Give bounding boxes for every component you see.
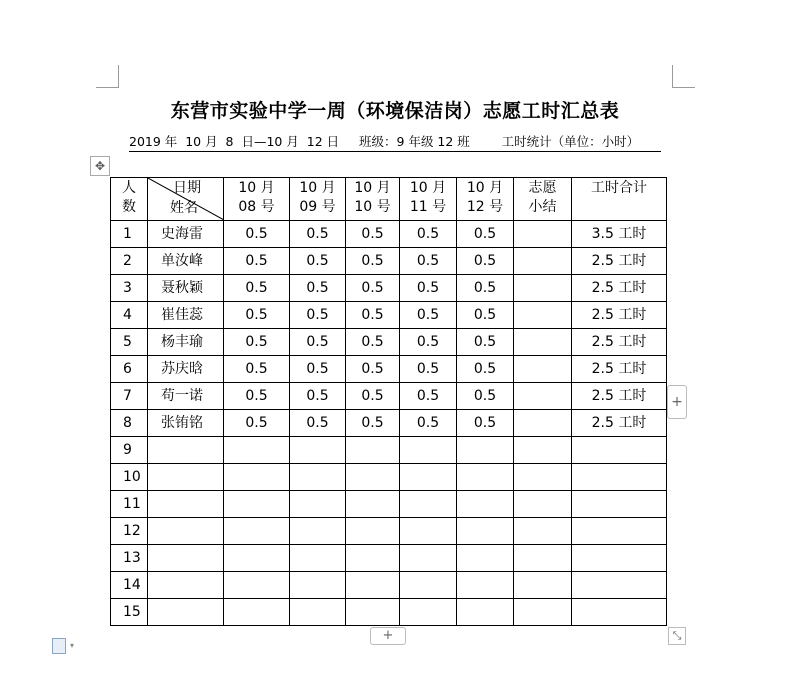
row-number-cell[interactable]: 2 bbox=[111, 248, 148, 275]
resize-icon: ⤡ bbox=[672, 629, 682, 642]
add-row-button[interactable] bbox=[667, 385, 687, 419]
row-day-3-cell[interactable]: 0.5 bbox=[346, 248, 400, 275]
row-day-4-cell[interactable]: 0.5 bbox=[400, 275, 457, 302]
row-number-cell[interactable]: 1 bbox=[111, 221, 148, 248]
row-day-5-cell[interactable] bbox=[457, 437, 514, 464]
row-day-2-cell[interactable]: 0.5 bbox=[290, 383, 346, 410]
row-number-cell[interactable]: 12 bbox=[111, 518, 148, 545]
row-name-cell[interactable]: 单汝峰 bbox=[148, 248, 224, 275]
table-row bbox=[111, 275, 667, 302]
header-summary[interactable]: 志愿 小结 bbox=[514, 178, 572, 221]
row-total-cell[interactable]: 2.5 工时 bbox=[572, 248, 667, 275]
row-day-3-cell[interactable]: 0.5 bbox=[346, 302, 400, 329]
header-diagonal-cell[interactable] bbox=[148, 178, 224, 221]
row-summary-cell[interactable] bbox=[514, 221, 572, 248]
table-move-handle[interactable] bbox=[90, 156, 110, 176]
page-corner-mark-right bbox=[672, 65, 695, 88]
move-icon: ✥ bbox=[94, 159, 106, 173]
row-day-5-cell[interactable]: 0.5 bbox=[457, 383, 514, 410]
row-day-5-cell[interactable] bbox=[457, 491, 514, 518]
row-name-cell[interactable]: 苟一诺 bbox=[148, 383, 224, 410]
row-day-4-cell[interactable]: 0.5 bbox=[400, 248, 457, 275]
table-resize-handle[interactable] bbox=[668, 627, 686, 645]
header-total[interactable]: 工时合计 bbox=[572, 178, 667, 221]
row-day-4-cell[interactable] bbox=[400, 518, 457, 545]
row-number-cell[interactable]: 7 bbox=[111, 383, 148, 410]
row-total-cell[interactable] bbox=[572, 545, 667, 572]
row-name-cell[interactable]: 苏庆晗 bbox=[148, 356, 224, 383]
row-day-2-cell[interactable] bbox=[290, 518, 346, 545]
row-day-5-cell[interactable]: 0.5 bbox=[457, 329, 514, 356]
row-total-cell[interactable]: 3.5 工时 bbox=[572, 221, 667, 248]
row-summary-cell[interactable] bbox=[514, 329, 572, 356]
row-summary-cell[interactable] bbox=[514, 302, 572, 329]
row-total-cell[interactable]: 2.5 工时 bbox=[572, 329, 667, 356]
row-day-1-cell[interactable] bbox=[224, 599, 290, 626]
row-day-3-cell[interactable] bbox=[346, 599, 400, 626]
row-day-5-cell[interactable]: 0.5 bbox=[457, 275, 514, 302]
row-name-cell[interactable] bbox=[148, 464, 224, 491]
row-summary-cell[interactable] bbox=[514, 437, 572, 464]
row-day-5-cell[interactable]: 0.5 bbox=[457, 221, 514, 248]
header-day-2[interactable]: 10 月 09 号 bbox=[290, 178, 346, 221]
row-name-cell[interactable] bbox=[148, 599, 224, 626]
table-row bbox=[111, 599, 667, 626]
header-index[interactable]: 人 数 bbox=[111, 178, 148, 221]
row-day-5-cell[interactable]: 0.5 bbox=[457, 356, 514, 383]
row-day-4-cell[interactable] bbox=[400, 464, 457, 491]
row-day-1-cell[interactable]: 0.5 bbox=[224, 329, 290, 356]
row-day-1-cell[interactable]: 0.5 bbox=[224, 410, 290, 437]
row-day-4-cell[interactable]: 0.5 bbox=[400, 410, 457, 437]
row-summary-cell[interactable] bbox=[514, 275, 572, 302]
table-body bbox=[111, 221, 667, 626]
row-day-1-cell[interactable]: 0.5 bbox=[224, 383, 290, 410]
document-subtitle: 2019 年 10 月 8 日—10 月 12 日 班级：9 年级 12 班 工时统计（单位：小时） bbox=[129, 132, 661, 152]
row-summary-cell[interactable] bbox=[514, 383, 572, 410]
row-day-4-cell[interactable]: 0.5 bbox=[400, 302, 457, 329]
header-day-5[interactable]: 10 月 12 号 bbox=[457, 178, 514, 221]
row-day-1-cell[interactable]: 0.5 bbox=[224, 302, 290, 329]
row-summary-cell[interactable] bbox=[514, 599, 572, 626]
chevron-down-icon[interactable]: ▾ bbox=[70, 641, 75, 650]
add-column-button[interactable] bbox=[370, 627, 406, 645]
table-row bbox=[111, 437, 667, 464]
row-day-1-cell[interactable]: 0.5 bbox=[224, 221, 290, 248]
row-day-4-cell[interactable]: 0.5 bbox=[400, 221, 457, 248]
row-day-3-cell[interactable] bbox=[346, 464, 400, 491]
table-row bbox=[111, 518, 667, 545]
row-day-3-cell[interactable]: 0.5 bbox=[346, 356, 400, 383]
row-number-cell[interactable]: 11 bbox=[111, 491, 148, 518]
row-day-3-cell[interactable]: 0.5 bbox=[346, 383, 400, 410]
row-day-5-cell[interactable] bbox=[457, 599, 514, 626]
row-name-cell[interactable]: 张铕铭 bbox=[148, 410, 224, 437]
row-day-2-cell[interactable]: 0.5 bbox=[290, 248, 346, 275]
plus-icon: + bbox=[382, 628, 394, 643]
table-row bbox=[111, 410, 667, 437]
row-day-4-cell[interactable] bbox=[400, 437, 457, 464]
row-day-5-cell[interactable]: 0.5 bbox=[457, 410, 514, 437]
header-day-4[interactable]: 10 月 11 号 bbox=[400, 178, 457, 221]
row-number-cell[interactable]: 10 bbox=[111, 464, 148, 491]
row-name-cell[interactable]: 崔佳蕊 bbox=[148, 302, 224, 329]
row-number-cell[interactable]: 14 bbox=[111, 572, 148, 599]
row-day-5-cell[interactable]: 0.5 bbox=[457, 248, 514, 275]
row-day-3-cell[interactable]: 0.5 bbox=[346, 275, 400, 302]
row-day-2-cell[interactable] bbox=[290, 437, 346, 464]
table-row bbox=[111, 464, 667, 491]
row-day-5-cell[interactable] bbox=[457, 464, 514, 491]
row-number-cell[interactable]: 6 bbox=[111, 356, 148, 383]
row-day-2-cell[interactable] bbox=[290, 491, 346, 518]
row-day-4-cell[interactable]: 0.5 bbox=[400, 329, 457, 356]
row-total-cell[interactable]: 2.5 工时 bbox=[572, 275, 667, 302]
row-day-2-cell[interactable]: 0.5 bbox=[290, 302, 346, 329]
row-day-2-cell[interactable] bbox=[290, 545, 346, 572]
row-day-4-cell[interactable] bbox=[400, 491, 457, 518]
row-summary-cell[interactable] bbox=[514, 572, 572, 599]
row-day-3-cell[interactable]: 0.5 bbox=[346, 221, 400, 248]
row-summary-cell[interactable] bbox=[514, 410, 572, 437]
row-day-5-cell[interactable] bbox=[457, 572, 514, 599]
row-day-5-cell[interactable]: 0.5 bbox=[457, 302, 514, 329]
row-day-3-cell[interactable] bbox=[346, 545, 400, 572]
row-name-cell[interactable]: 史海雷 bbox=[148, 221, 224, 248]
row-summary-cell[interactable] bbox=[514, 464, 572, 491]
row-day-3-cell[interactable]: 0.5 bbox=[346, 329, 400, 356]
header-day-3[interactable]: 10 月 10 号 bbox=[346, 178, 400, 221]
row-day-1-cell[interactable] bbox=[224, 437, 290, 464]
row-day-3-cell[interactable]: 0.5 bbox=[346, 410, 400, 437]
row-name-cell[interactable] bbox=[148, 545, 224, 572]
row-total-cell[interactable] bbox=[572, 464, 667, 491]
row-summary-cell[interactable] bbox=[514, 491, 572, 518]
plus-icon: + bbox=[671, 394, 683, 410]
row-total-cell[interactable] bbox=[572, 491, 667, 518]
table-header-row bbox=[111, 178, 667, 221]
row-number-cell[interactable]: 15 bbox=[111, 599, 148, 626]
table-row bbox=[111, 356, 667, 383]
row-day-2-cell[interactable]: 0.5 bbox=[290, 356, 346, 383]
row-day-1-cell[interactable] bbox=[224, 464, 290, 491]
row-day-4-cell[interactable] bbox=[400, 545, 457, 572]
row-day-1-cell[interactable]: 0.5 bbox=[224, 275, 290, 302]
row-day-1-cell[interactable] bbox=[224, 545, 290, 572]
table-row bbox=[111, 302, 667, 329]
row-day-1-cell[interactable] bbox=[224, 491, 290, 518]
row-name-cell[interactable] bbox=[148, 518, 224, 545]
table-row bbox=[111, 383, 667, 410]
row-number-cell[interactable]: 5 bbox=[111, 329, 148, 356]
row-number-cell[interactable]: 8 bbox=[111, 410, 148, 437]
row-name-cell[interactable] bbox=[148, 491, 224, 518]
row-summary-cell[interactable] bbox=[514, 248, 572, 275]
row-day-1-cell[interactable]: 0.5 bbox=[224, 356, 290, 383]
page-corner-mark-left bbox=[96, 65, 119, 88]
row-day-2-cell[interactable] bbox=[290, 464, 346, 491]
row-total-cell[interactable]: 2.5 工时 bbox=[572, 410, 667, 437]
row-name-cell[interactable] bbox=[148, 437, 224, 464]
row-day-2-cell[interactable]: 0.5 bbox=[290, 221, 346, 248]
volunteer-hours-table bbox=[110, 177, 667, 626]
row-number-cell[interactable]: 3 bbox=[111, 275, 148, 302]
row-day-4-cell[interactable]: 0.5 bbox=[400, 383, 457, 410]
row-day-5-cell[interactable] bbox=[457, 518, 514, 545]
row-day-1-cell[interactable] bbox=[224, 518, 290, 545]
row-day-2-cell[interactable] bbox=[290, 599, 346, 626]
row-name-cell[interactable]: 杨丰瑜 bbox=[148, 329, 224, 356]
table-row bbox=[111, 329, 667, 356]
row-number-cell[interactable]: 9 bbox=[111, 437, 148, 464]
row-day-5-cell[interactable] bbox=[457, 545, 514, 572]
row-name-cell[interactable]: 聂秋颖 bbox=[148, 275, 224, 302]
header-name-label: 姓名 bbox=[170, 200, 198, 216]
document-title: 东营市实验中学一周（环境保洁岗）志愿工时汇总表 bbox=[170, 100, 620, 122]
row-day-4-cell[interactable] bbox=[400, 572, 457, 599]
row-day-2-cell[interactable]: 0.5 bbox=[290, 275, 346, 302]
table-row bbox=[111, 572, 667, 599]
header-day-1[interactable]: 10 月 08 号 bbox=[224, 178, 290, 221]
header-date-label: 日期 bbox=[173, 180, 201, 196]
row-day-2-cell[interactable]: 0.5 bbox=[290, 410, 346, 437]
row-summary-cell[interactable] bbox=[514, 356, 572, 383]
table-row bbox=[111, 545, 667, 572]
row-day-3-cell[interactable] bbox=[346, 518, 400, 545]
row-day-1-cell[interactable] bbox=[224, 572, 290, 599]
row-day-2-cell[interactable] bbox=[290, 572, 346, 599]
row-day-1-cell[interactable]: 0.5 bbox=[224, 248, 290, 275]
row-day-3-cell[interactable] bbox=[346, 491, 400, 518]
row-day-3-cell[interactable] bbox=[346, 572, 400, 599]
row-total-cell[interactable] bbox=[572, 437, 667, 464]
row-total-cell[interactable]: 2.5 工时 bbox=[572, 356, 667, 383]
row-total-cell[interactable] bbox=[572, 572, 667, 599]
row-total-cell[interactable] bbox=[572, 599, 667, 626]
table-row bbox=[111, 248, 667, 275]
row-number-cell[interactable]: 13 bbox=[111, 545, 148, 572]
row-total-cell[interactable] bbox=[572, 518, 667, 545]
row-total-cell[interactable]: 2.5 工时 bbox=[572, 383, 667, 410]
row-total-cell[interactable]: 2.5 工时 bbox=[572, 302, 667, 329]
row-day-3-cell[interactable] bbox=[346, 437, 400, 464]
row-number-cell[interactable]: 4 bbox=[111, 302, 148, 329]
table-row bbox=[111, 221, 667, 248]
table-row bbox=[111, 491, 667, 518]
row-summary-cell[interactable] bbox=[514, 545, 572, 572]
document-icon[interactable] bbox=[52, 638, 66, 654]
row-summary-cell[interactable] bbox=[514, 518, 572, 545]
row-day-2-cell[interactable]: 0.5 bbox=[290, 329, 346, 356]
row-name-cell[interactable] bbox=[148, 572, 224, 599]
row-day-4-cell[interactable] bbox=[400, 599, 457, 626]
row-day-4-cell[interactable]: 0.5 bbox=[400, 356, 457, 383]
